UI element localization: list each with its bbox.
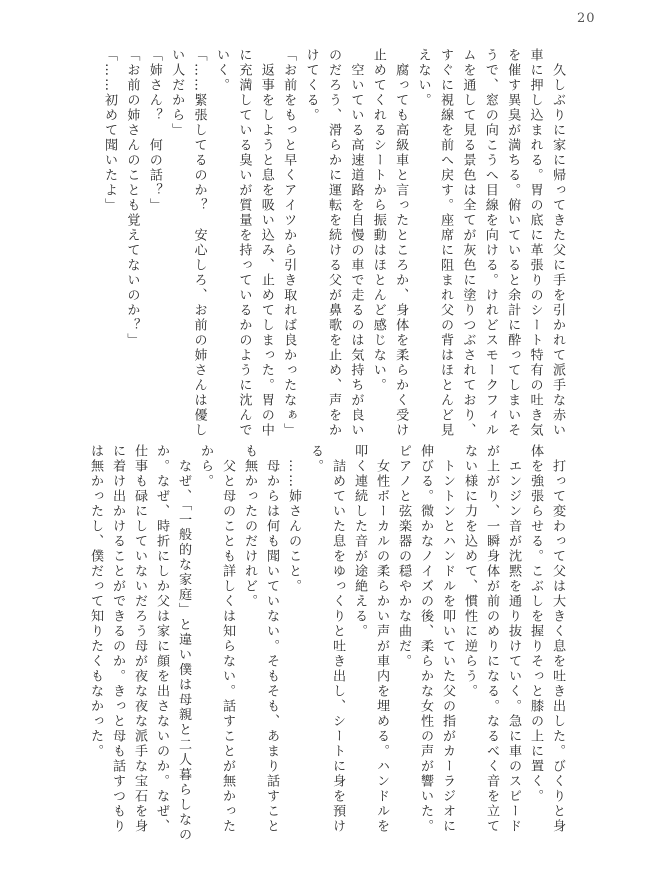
text-line: ピアノと弦楽器の穏やかな曲だ。 (396, 444, 411, 669)
lower-text-tier (88, 444, 565, 843)
text-line: 詰めていた息をゆっくりと吐き出し、シートに身を預け (330, 444, 345, 834)
text-line: ……姉さんのこと。 (286, 444, 301, 594)
text-line: なぜ、「一般的な家庭」と違い僕は母親と二人暮らしなの (176, 444, 191, 843)
text-line: い人だから」 (169, 48, 185, 138)
text-line: えない。 (415, 48, 431, 108)
text-line: うで、窓の向こうへ目線を向ける。けれどスモークフィル (482, 48, 498, 438)
text-line: 「お前の姉さんのことも覚えてないのか？」 (124, 48, 140, 348)
text-line: 父と母のことも詳しくは知らない。話すことが無かった (220, 444, 235, 834)
text-line: いく。 (214, 48, 229, 93)
text-line: も無かったのだけれど。 (242, 444, 257, 609)
text-line: 「お前をもっと早くアイツから引き取れば良かったなぁ」 (281, 48, 297, 438)
text-line: 腐っても高級車と言ったところか、身体を柔らかく受け (393, 48, 409, 438)
text-line: 伸びる。微かなノイズの後、柔らかな女性の声が響いた。 (418, 444, 433, 834)
text-line: トントンとハンドルを叩いていた父の指がカーラジオに (440, 444, 455, 834)
text-line: は無かったし、僕だって知りたくもなかった。 (88, 444, 103, 759)
text-line: か。なぜ、時折にしか父は家に顔を出さないのか。なぜ、 (154, 444, 169, 834)
text-line: を催す異臭が満ちる。俯いていると余計に酔ってしまいそ (505, 48, 521, 438)
upper-text-tier (96, 48, 565, 438)
text-line: けてくる。 (303, 48, 319, 123)
text-line: 久しぶりに家に帰ってきた父に手を引かれて派手な赤い (550, 48, 565, 438)
text-line: が上がり、一瞬身体が前のめりになる。なるべく音を立て (484, 444, 499, 834)
text-line: 体を強張らせる。こぶしを握りそっと膝の上に置く。 (528, 444, 543, 804)
text-line: 空いている高速道路を自慢の車で走るのは気持ちが良い (348, 48, 364, 438)
text-line: に充満している臭いが質量を持っているかのように沈んで (236, 48, 252, 438)
text-line: 「姉さん？ 何の話？」 (146, 48, 162, 213)
text-line: 止めてくれるシートから振動はほとんど感じない。 (370, 48, 386, 393)
text-line: のだろう、滑らかに運転を続ける父が鼻歌を止め、声をか (326, 48, 341, 438)
text-line: る。 (308, 444, 323, 474)
text-line: 「……緊張してるのか？ 安心しろ、お前の姉さんは優し (191, 48, 207, 438)
text-line: 女性ボーカルの柔らかい声が車内を埋める。ハンドルを (374, 444, 389, 834)
text-line: ない様に力を込めて、慣性に逆らう。 (462, 444, 477, 699)
text-line: 叩く連続した音が途絶える。 (352, 444, 367, 639)
page-number: 20 (577, 11, 596, 26)
text-line: 返事をしようと息を吸い込み、止めてしまった。胃の中 (258, 48, 274, 438)
text-line: 仕事も碌にしていないだろう母が夜な夜な派手な宝石を身 (132, 444, 147, 834)
text-line: ムを通して見る景色は全てが灰色に塗りつぶされており、 (460, 48, 476, 438)
text-line: すぐに視線を前へ戻す。座席に阻まれ父の背はほとんど見 (438, 48, 453, 438)
text-line: 「……初めて聞いたよ」 (102, 48, 117, 213)
text-line: 母からは何も聞いていない。そもそも、あまり話すこと (264, 444, 279, 834)
text-line: に着け出かけることができるのか。きっと母も話すつもり (110, 444, 125, 834)
text-line: エンジン音が沈黙を通り抜けていく。急に車のスピード (506, 444, 521, 834)
text-line: 打って変わって父は大きく息を吐き出した。びくりと身 (550, 444, 565, 834)
text-line: から。 (198, 444, 213, 489)
text-line: 車に押し込まれる。胃の底に革張りのシート特有の吐き気 (527, 48, 543, 438)
